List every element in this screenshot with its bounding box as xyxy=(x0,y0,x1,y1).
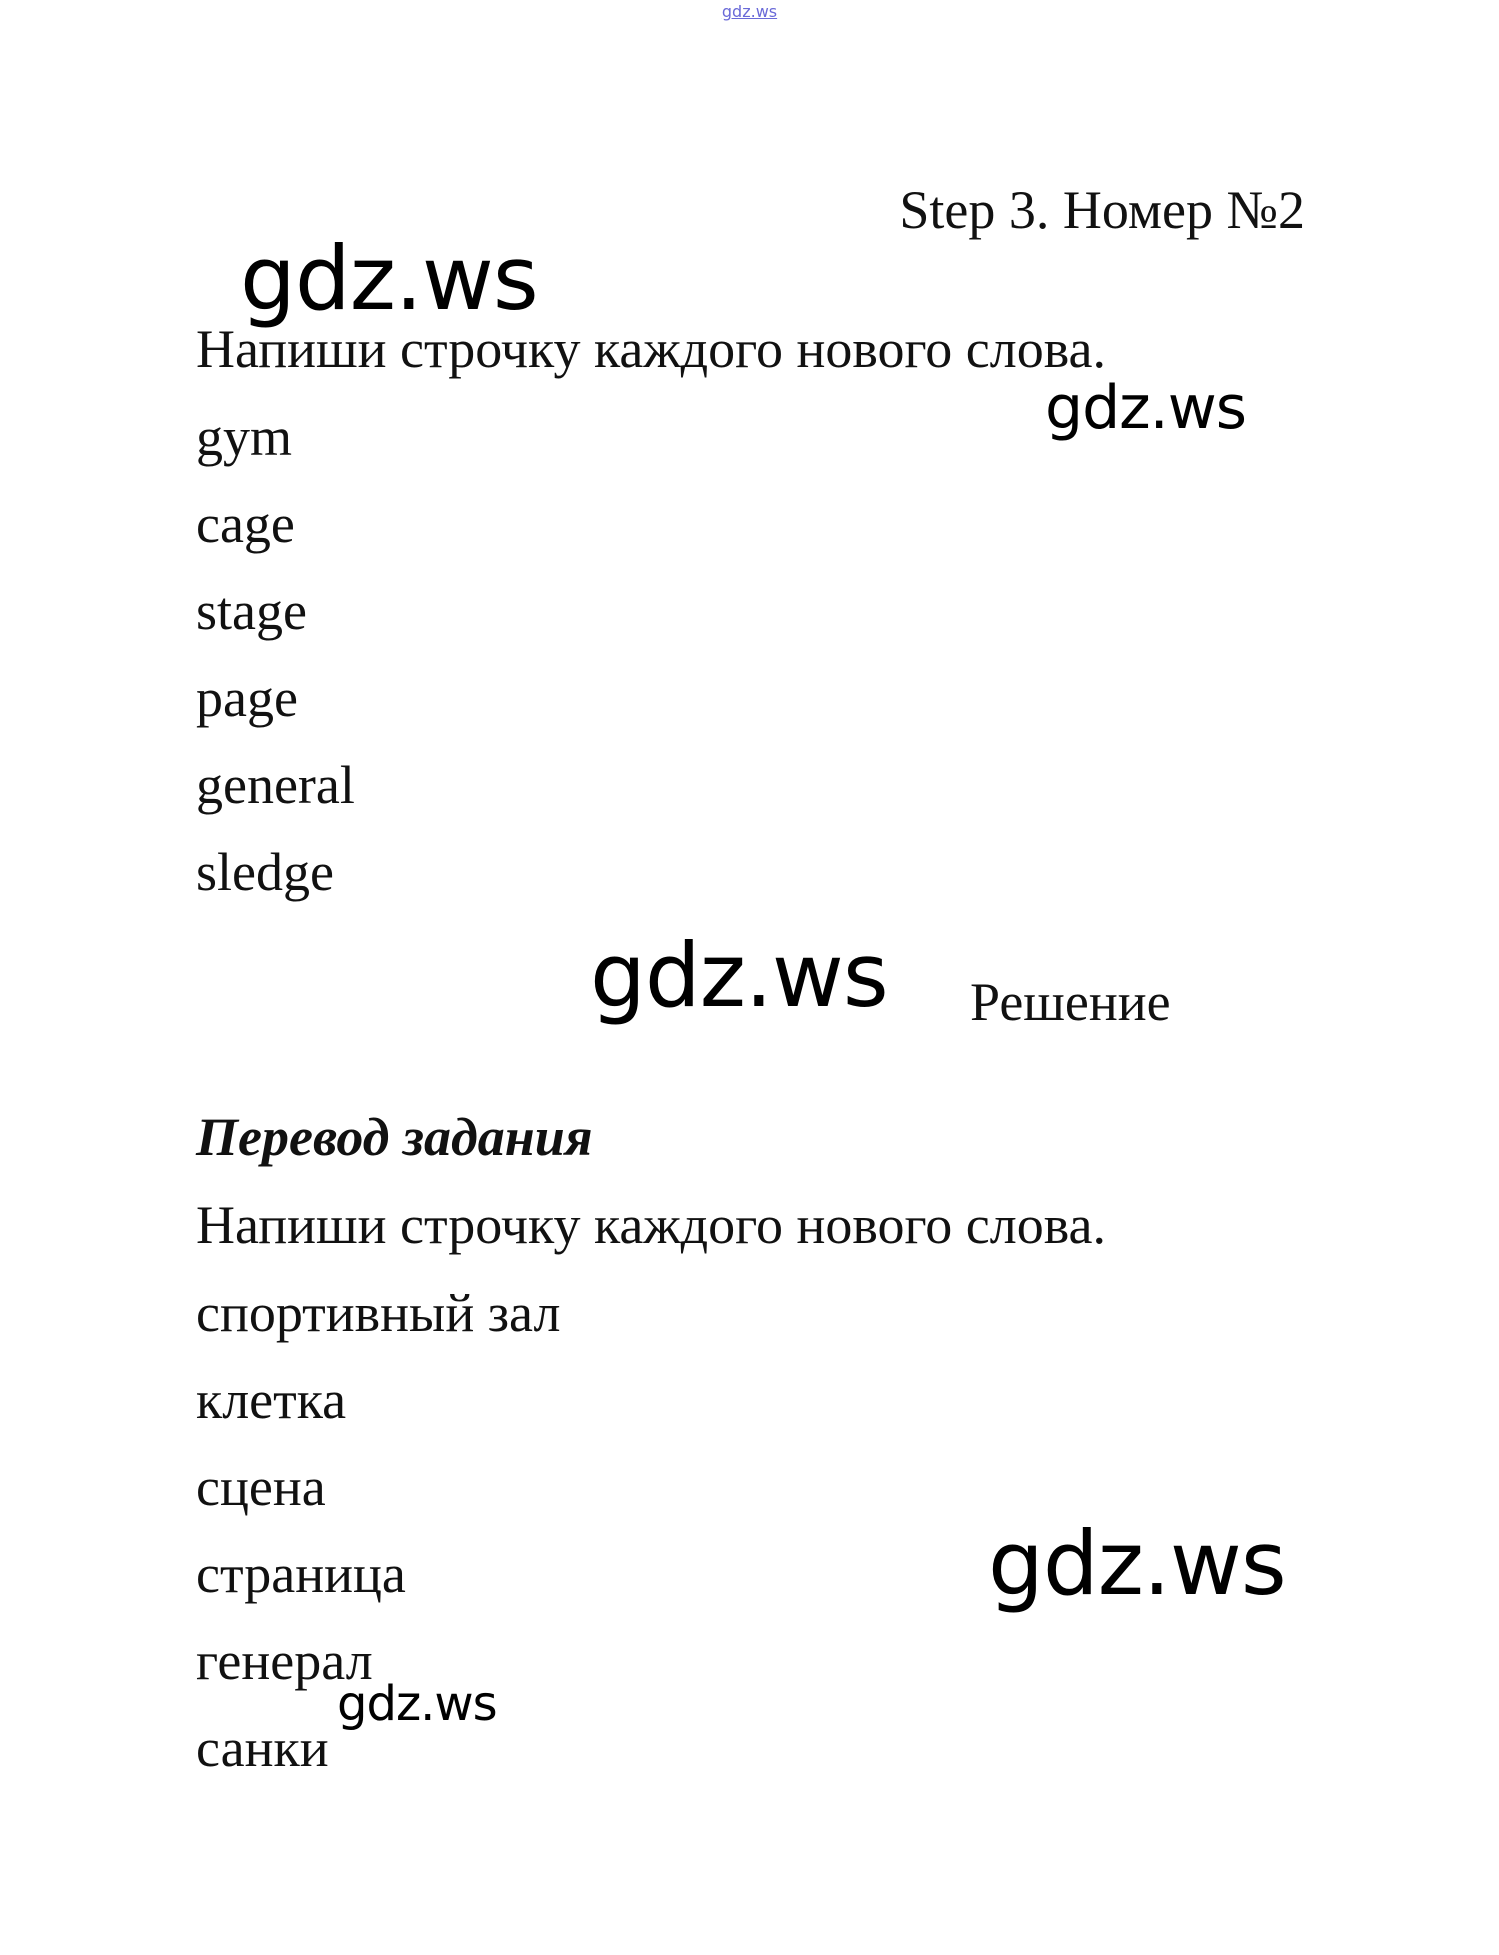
translation-word: страница xyxy=(196,1544,406,1604)
translation-word: клетка xyxy=(196,1370,347,1430)
translation-word: сцена xyxy=(196,1457,326,1517)
word-item: page xyxy=(196,668,298,728)
watermark: gdz.ws xyxy=(988,1512,1286,1615)
watermark: gdz.ws xyxy=(240,227,538,330)
word-item: sledge xyxy=(196,842,334,902)
top-watermark-link[interactable]: gdz.ws xyxy=(721,2,778,21)
word-item: general xyxy=(196,755,355,815)
word-item: cage xyxy=(196,494,295,554)
translation-instruction: Напиши строчку каждого нового слова. xyxy=(196,1195,1106,1255)
word-item: gym xyxy=(196,407,293,467)
word-item: stage xyxy=(196,581,307,641)
watermark: gdz.ws xyxy=(337,1676,497,1732)
task-instruction: Напиши строчку каждого нового слова. xyxy=(196,319,1106,379)
page-header: Step 3. Номер №2 xyxy=(899,180,1305,240)
watermark: gdz.ws xyxy=(590,924,888,1027)
translation-word: генерал xyxy=(196,1631,373,1691)
translation-word: санки xyxy=(196,1718,329,1778)
translation-heading: Перевод задания xyxy=(196,1107,593,1167)
watermark: gdz.ws xyxy=(1045,373,1247,443)
solution-label: Решение xyxy=(970,972,1171,1032)
translation-word: спортивный зал xyxy=(196,1283,561,1343)
